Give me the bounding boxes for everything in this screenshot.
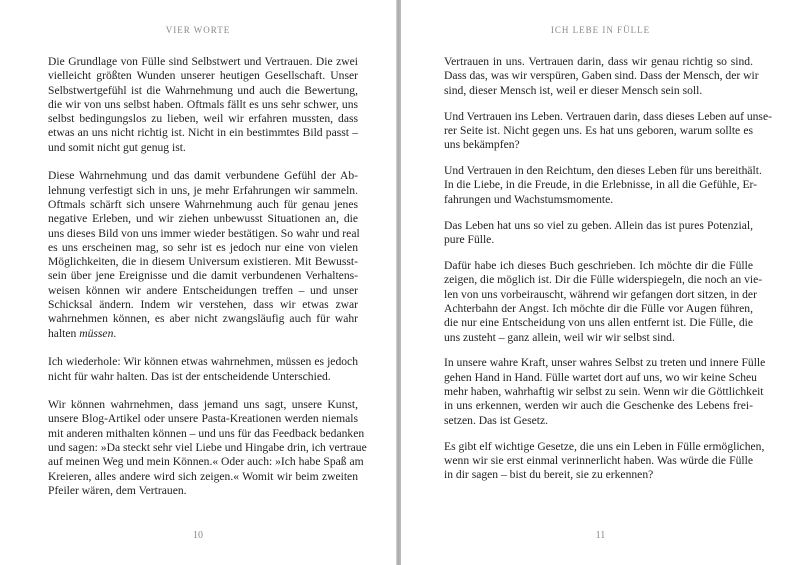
paragraph	[444, 259, 763, 345]
text-line: selbst bedingungslos zu lieben, weil wir erfahren mussten, dass	[48, 112, 358, 126]
text-line: Achterbahn der Angst. Ich möchte dir die Fülle vor Augen führen,	[444, 301, 753, 315]
paragraph	[48, 398, 367, 498]
text-line: Selbstwertgefühl ist die Wahrnehmung und auch die Bewertung,	[48, 83, 358, 97]
text-line: sein über jene Ereignisse und die damit verbundenen Verhaltens-	[48, 269, 358, 283]
text-line: unsere Blog-Artikel oder unsere Pasta-Kreationen werden niemals	[48, 412, 358, 426]
text-line: wenn wir sie erst einmal verinnerlicht haben. Was würde die Fülle	[444, 453, 753, 467]
running-head: ICH LEBE IN FÜLLE	[550, 25, 651, 35]
paragraph	[444, 439, 765, 483]
text-line: uns zusteht – ganz allein, weil wir wir selbst sind.	[444, 330, 675, 344]
text-line: Möglichkeiten, die in diesem Universum existieren. Mit Bewusst-	[48, 255, 358, 269]
paragraph	[444, 55, 759, 98]
text-line: wahrnehmen können, es aber nicht zwangsläufig auch für wahr	[48, 312, 358, 326]
text-line: In unsere wahre Kraft, unser wahres Selbst zu treten und innere Fülle	[444, 356, 766, 370]
paragraph	[444, 219, 753, 248]
page-body	[444, 55, 772, 483]
text-line: in uns erkennen, werden wir auch die Geschenke des Lebens frei-	[444, 399, 753, 413]
text-line: Es gibt elf wichtige Gesetze, die uns ein Leben in Fülle ermöglichen,	[444, 439, 765, 453]
text-line: Und Vertrauen ins Leben. Vertrauen darin, dass dieses Leben auf unse-	[444, 109, 772, 123]
left-page	[0, 0, 396, 565]
text-line: mit anderen mithalten können – und uns für das Feedback bedanken	[48, 426, 365, 440]
emphasis-text: müssen	[79, 326, 114, 340]
page-body	[48, 55, 367, 498]
right-page	[401, 0, 800, 565]
text-segment: .	[113, 326, 117, 340]
text-line: es uns erscheinen mag, so sehr ist es jedoch nur eine von vielen	[48, 240, 358, 254]
text-line: Pfeiler wären, dem Vertrauen.	[48, 483, 187, 497]
paragraph	[444, 164, 762, 207]
text-line: in dir sagen – bist du bereit, sie zu erkennen?	[444, 468, 654, 482]
text-line: len von uns vorbeirauscht, während wir gefangen dort sitzen, in der	[444, 287, 757, 301]
paragraph	[48, 55, 358, 155]
text-line: die wir von uns selbst haben. Oftmals fällt es uns sehr schwer, uns	[48, 97, 358, 111]
paragraph	[444, 109, 772, 153]
text-line: Vertrauen in uns. Vertrauen darin, dass wir genau richtig so sind.	[444, 55, 753, 68]
text-line: mehr haben, wahrhaftig wir selbst zu sein. Wenn wir die Göttlichkeit	[444, 385, 764, 399]
text-line: setzen. Das ist Gesetz.	[444, 413, 548, 427]
text-line: In die Liebe, in die Freude, in die Erlebnisse, in all die Gefühle, Er-	[444, 178, 758, 192]
text-line: zeigen, die möglich ist. Dir die Fülle widerspiegeln, die noch an vie-	[444, 273, 763, 287]
text-line: weisen können wir andere Entscheidungen treffen – und unser	[48, 283, 358, 297]
text-line: nicht für wahr halten. Das ist der entscheidende Unterschied.	[48, 369, 331, 383]
text-line: Dass das, was wir verspüren, Gaben sind. Dass der Mensch, der wir	[444, 69, 759, 83]
text-line: Und Vertrauen in den Reichtum, den dieses Leben für uns bereithält.	[444, 164, 762, 178]
text-line: Schicksal ändern. Indem wir verstehen, dass wir etwas zwar	[48, 298, 358, 312]
text-line: die nur eine Entscheidung von uns allen entfernt ist. Die Fülle, die	[444, 316, 753, 330]
text-line: Das Leben hat uns so viel zu geben. Allein das ist pures Potenzial,	[444, 218, 753, 232]
text-line: uns bekämpfen?	[444, 138, 520, 152]
text-line: sind, dieser Mensch ist, weil er dieser Mensch sein soll.	[444, 83, 703, 97]
text-line: vielleicht größten Wunden unserer heutigen Gesellschaft. Unser	[48, 69, 358, 83]
text-line: rer Seite ist. Nicht gegen uns. Es hat uns geboren, warum sollte es	[444, 123, 753, 137]
text-line: auf meinen Weg und mein Können.« Oder auch: »Ich habe Spaß am	[48, 455, 364, 469]
page-number: 10	[193, 530, 203, 541]
text-line: Diese Wahrnehmung und das damit verbundene Gefühl der Ab-	[48, 169, 358, 183]
text-line: Wir können wahrnehmen, dass jemand uns sagt, unsere Kunst,	[48, 398, 358, 412]
text-line: und sagen: »Da steckt sehr viel Liebe und Hingabe drin, ich vertraue	[48, 441, 367, 455]
text-line: etwas an uns nicht richtig ist. Nicht in ein bestimmtes Bild passt –	[48, 126, 358, 140]
text-line	[48, 327, 358, 341]
text-segment: halten	[48, 326, 80, 340]
text-line: negative Erleben, und wir ziehen unbewusst Situationen an, die	[48, 212, 358, 226]
text-line: pure Fülle.	[444, 233, 495, 247]
text-line: uns dieses Bild von uns immer wieder bestätigen. So wahr und real	[48, 226, 360, 240]
text-line: Dafür habe ich dieses Buch geschrieben. Ich möchte dir die Fülle	[444, 259, 753, 273]
text-line: Die Grundlage von Fülle sind Selbstwert und Vertrauen. Die zwei	[48, 55, 358, 68]
text-line: und somit nicht gut genug ist.	[48, 140, 186, 154]
running-head: VIER WORTE	[165, 25, 231, 35]
text-line: lehnung verfestigt sich in uns, je mehr Erfahrungen wir sammeln.	[48, 183, 358, 197]
paragraph	[48, 355, 358, 384]
text-line: fahrungen und Wachstumsmomente.	[444, 192, 614, 206]
text-line: Kreieren, alles andere wird sich zeigen.« Womit wir beim zweiten	[48, 469, 358, 483]
paragraph	[444, 356, 766, 427]
text-line: Ich wiederhole: Wir können etwas wahrnehmen, müssen es jedoch	[48, 355, 358, 369]
paragraph	[48, 169, 358, 341]
text-line: gehen Hand in Hand. Fülle wartet dort auf uns, wo wir keine Scheu	[444, 370, 757, 384]
page-number: 11	[595, 530, 606, 541]
text-line: Oftmals schärft sich unsere Wahrnehmung auch für genau jenes	[48, 197, 358, 211]
